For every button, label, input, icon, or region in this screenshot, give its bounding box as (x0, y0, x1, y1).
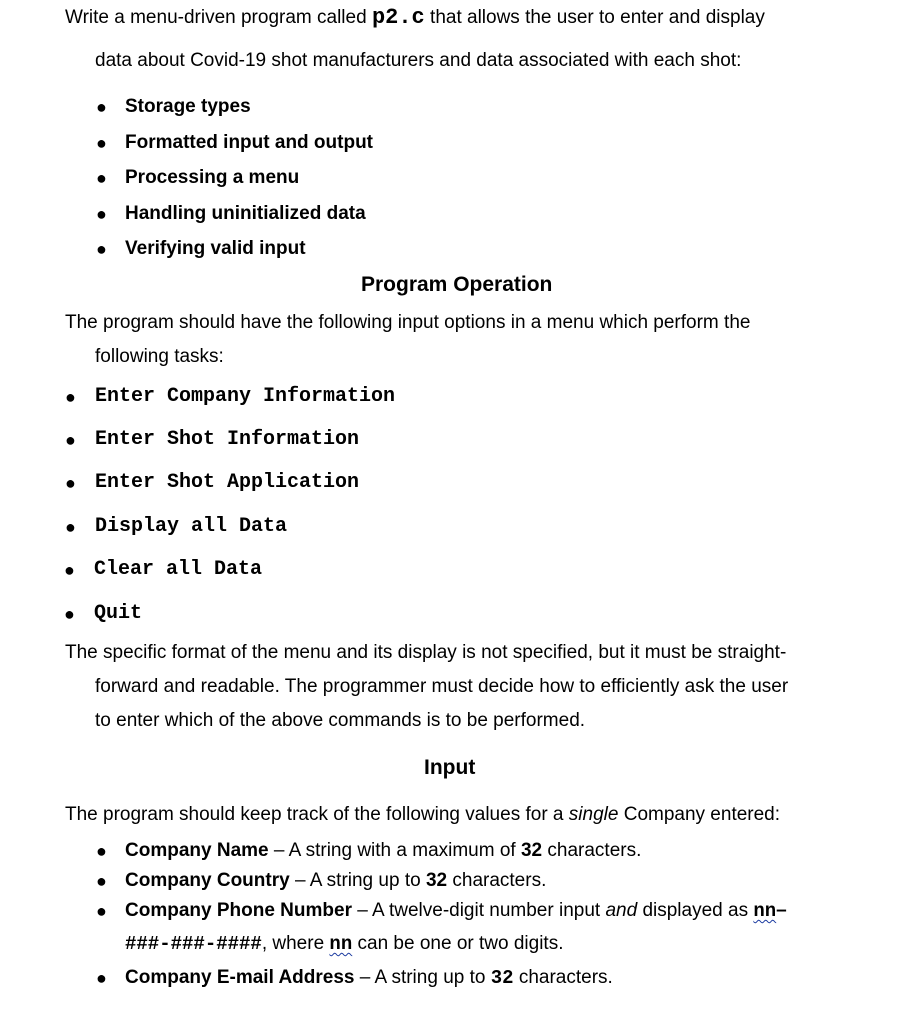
phone-format-nn: nn (753, 900, 777, 922)
intro-text: Write a menu-driven program called (65, 7, 372, 28)
field-desc: – A string up to (354, 967, 491, 988)
menu-option: Enter Shot Application (95, 471, 360, 494)
bullet-icon: ● (96, 841, 107, 861)
field-label: Company Phone Number (125, 900, 352, 921)
input-para-text-post: Company entered: (618, 804, 781, 825)
bullet-icon: ● (65, 473, 76, 493)
input-para-emphasis: single (568, 804, 619, 825)
field-desc-post: characters. (447, 870, 547, 891)
note-line-1: The specific format of the menu and its display is not specified, but it must be straight- (65, 642, 787, 663)
field-desc-post: characters. (513, 967, 613, 988)
topic-item: Handling uninitialized data (125, 203, 366, 224)
field-desc-post: can be one or two digits. (352, 933, 564, 954)
field-emphasis: and (605, 900, 638, 921)
intro-line-2: data about Covid-19 shot manufacturers and data associated with each shot: (95, 50, 742, 71)
field-company-name (125, 839, 641, 863)
field-desc-mid: displayed as (637, 900, 754, 921)
field-company-email (125, 966, 613, 990)
intro-line-1 (65, 6, 765, 30)
section-heading-program-operation: Program Operation (361, 273, 553, 296)
note-line-2: forward and readable. The programmer must decide how to efficiently ask the user (95, 676, 789, 697)
bullet-icon: ● (64, 604, 75, 624)
field-label: Company Country (125, 870, 290, 891)
field-company-phone (125, 899, 787, 923)
menu-option: Quit (94, 602, 143, 625)
bullet-icon: ● (96, 901, 107, 921)
field-company-country (125, 869, 546, 893)
phone-format-dash: – (776, 900, 787, 921)
topic-item: Verifying valid input (125, 238, 306, 259)
bullet-icon: ● (65, 517, 76, 537)
bullet-icon: ● (96, 968, 107, 988)
operation-para-line-1: The program should have the following input options in a menu which perform the (65, 312, 751, 333)
bullet-icon: ● (64, 560, 75, 580)
phone-format-nn: nn (329, 933, 353, 955)
field-desc: – A string up to (289, 870, 426, 891)
field-number: 32 (520, 840, 543, 861)
field-label: Company Name (125, 840, 269, 861)
bullet-icon: ● (96, 871, 107, 891)
bullet-icon: ● (96, 97, 107, 117)
menu-option: Enter Company Information (95, 385, 396, 408)
input-para (65, 803, 780, 827)
phone-format-rest: ###-###-#### (125, 933, 262, 955)
field-number: 32 (490, 967, 514, 989)
bullet-icon: ● (96, 133, 107, 153)
topic-item: Formatted input and output (125, 132, 374, 153)
bullet-icon: ● (65, 430, 76, 450)
field-number: 32 (425, 870, 448, 891)
section-heading-input: Input (424, 756, 476, 779)
field-desc: – A string with a maximum of (268, 840, 521, 861)
menu-option: Clear all Data (94, 558, 263, 581)
note-line-3: to enter which of the above commands is to be performed. (95, 710, 586, 731)
field-desc: , where (261, 933, 330, 954)
menu-option: Display all Data (95, 515, 288, 538)
field-desc: – A twelve-digit number input (351, 900, 606, 921)
topic-item: Processing a menu (125, 167, 300, 188)
filename: p2.c (371, 5, 425, 30)
input-para-text: The program should keep track of the following values for a (65, 804, 569, 825)
field-desc-post: characters. (542, 840, 642, 861)
menu-option: Enter Shot Information (95, 428, 360, 451)
bullet-icon: ● (65, 387, 76, 407)
bullet-icon: ● (96, 168, 107, 188)
bullet-icon: ● (96, 204, 107, 224)
field-label: Company E-mail Address (125, 967, 355, 988)
field-company-phone-cont (125, 932, 563, 956)
operation-para-line-2: following tasks: (95, 346, 224, 367)
bullet-icon: ● (96, 239, 107, 259)
intro-text-post: that allows the user to enter and display (424, 7, 765, 28)
topic-item: Storage types (125, 96, 251, 117)
